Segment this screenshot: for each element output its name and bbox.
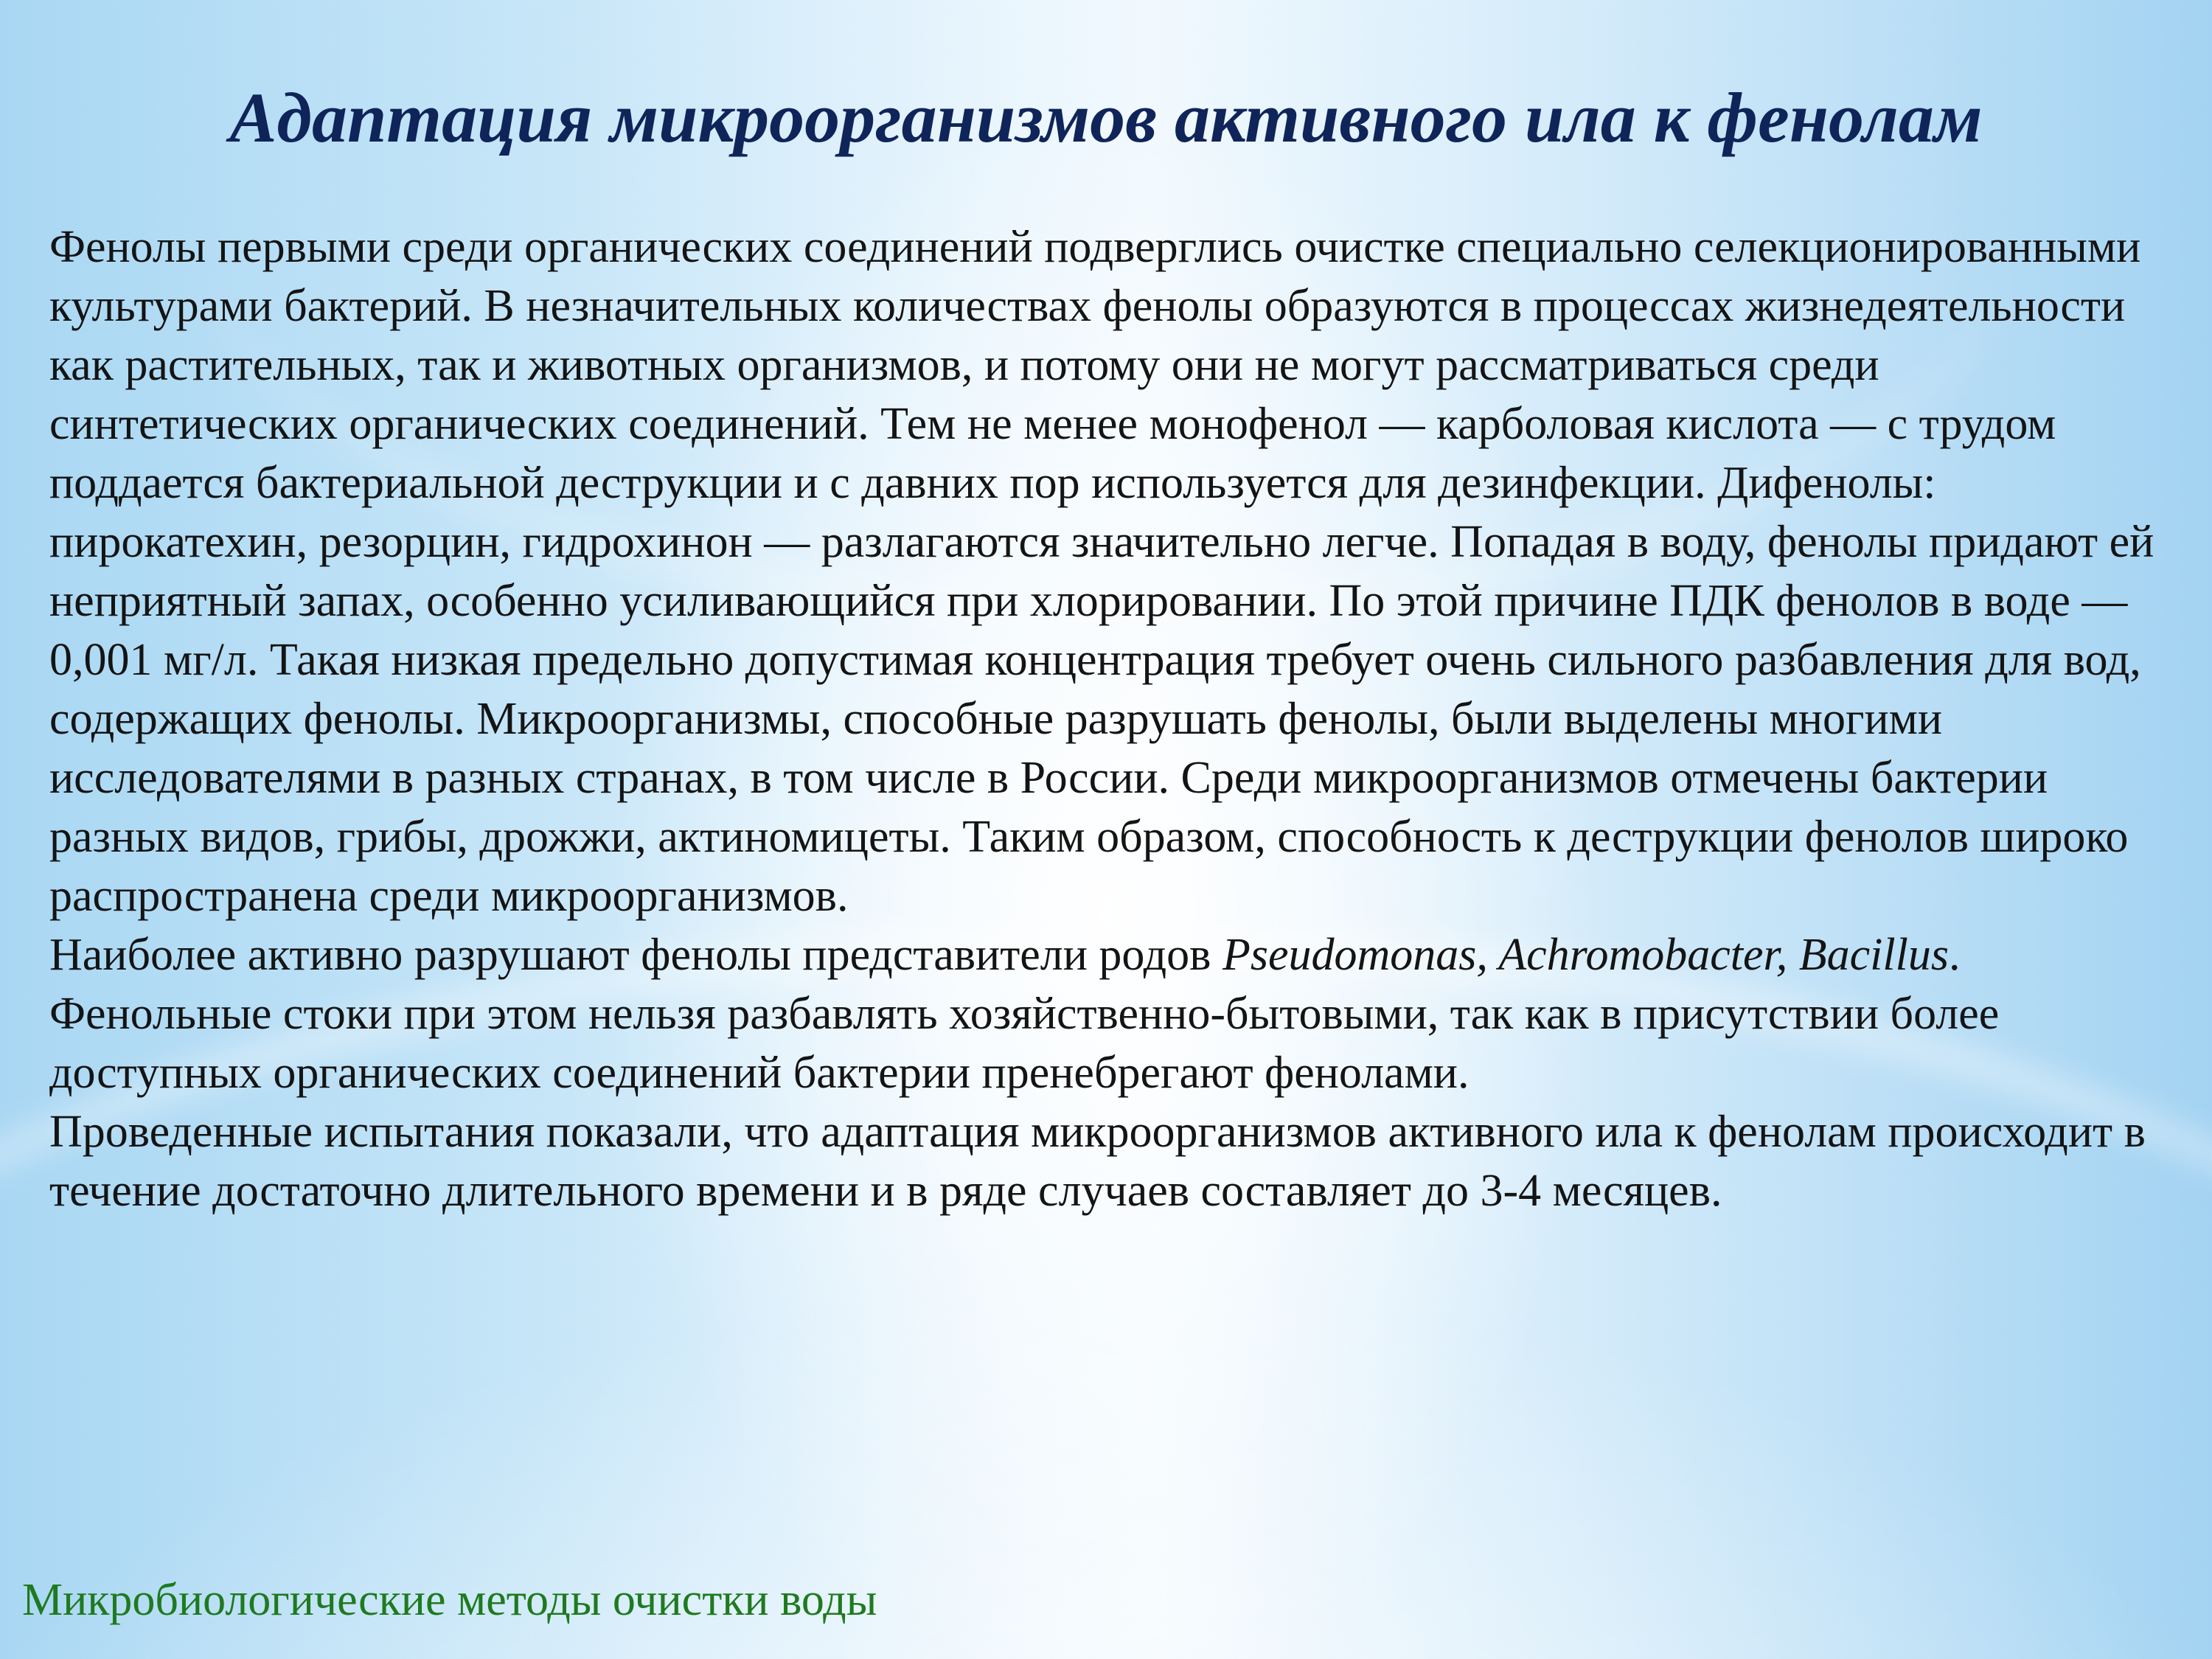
paragraph-active-genera	[49, 925, 2173, 1102]
genera-names: Pseudomonas, Achromobacter, Bacillus	[1222, 930, 1949, 980]
slide-footer: Микробиологические методы очистки воды	[22, 1575, 877, 1625]
paragraph-2-tail: . Фенольные стоки при этом нельзя разбавлять хозяйственно-бытовыми, так как в присутствии более доступных органических соединений бактерии пренебрегают фенолами.	[49, 930, 2000, 1098]
paragraph-phenols-overview: Фенолы первыми среди органических соединений подверглись очистке специально селекционированными культурами бактерий. В незначительных количествах фенолы образуются в процессах жизнедеятельности как растительных, так и животных организмов, и потому они не могут рассматриваться среди синтетических органических соединений. Тем не менее монофенол — карболовая кислота — с трудом поддается бактериальной деструкции и с давних пор используется для дезинфекции. Дифенолы: пирокатехин, резорцин, гидрохинон — разлагаются значительно легче. Попадая в воду, фенолы придают ей неприятный запах, особенно усиливающийся при хлорировании. По этой причине ПДК фенолов в воде — 0,001 мг/л. Такая низкая предельно допустимая концентрация требует очень сильного разбавления для вод, содержащих фенолы. Микроорганизмы, способные разрушать фенолы, были выделены многими исследователями в разных странах, в том числе в России. Среди микроорганизмов отмечены бактерии разных видов, грибы, дрожжи, актиномицеты. Таким образом, способность к деструкции фенолов широко распространена среди микроорганизмов.	[49, 222, 2154, 921]
paragraph-adaptation-results: Проведенные испытания показали, что адаптация микроорганизмов активного ила к фенолам происходит в течение достаточно длительного времени и в ряде случаев составляет до 3-4 месяцев.	[49, 1107, 2146, 1216]
slide-body	[49, 218, 2173, 1220]
paragraph-2-lead: Наиболее активно разрушают фенолы представители родов	[49, 930, 1222, 980]
slide-title: Адаптация микроорганизмов активного ила к фенолам	[229, 78, 1983, 157]
